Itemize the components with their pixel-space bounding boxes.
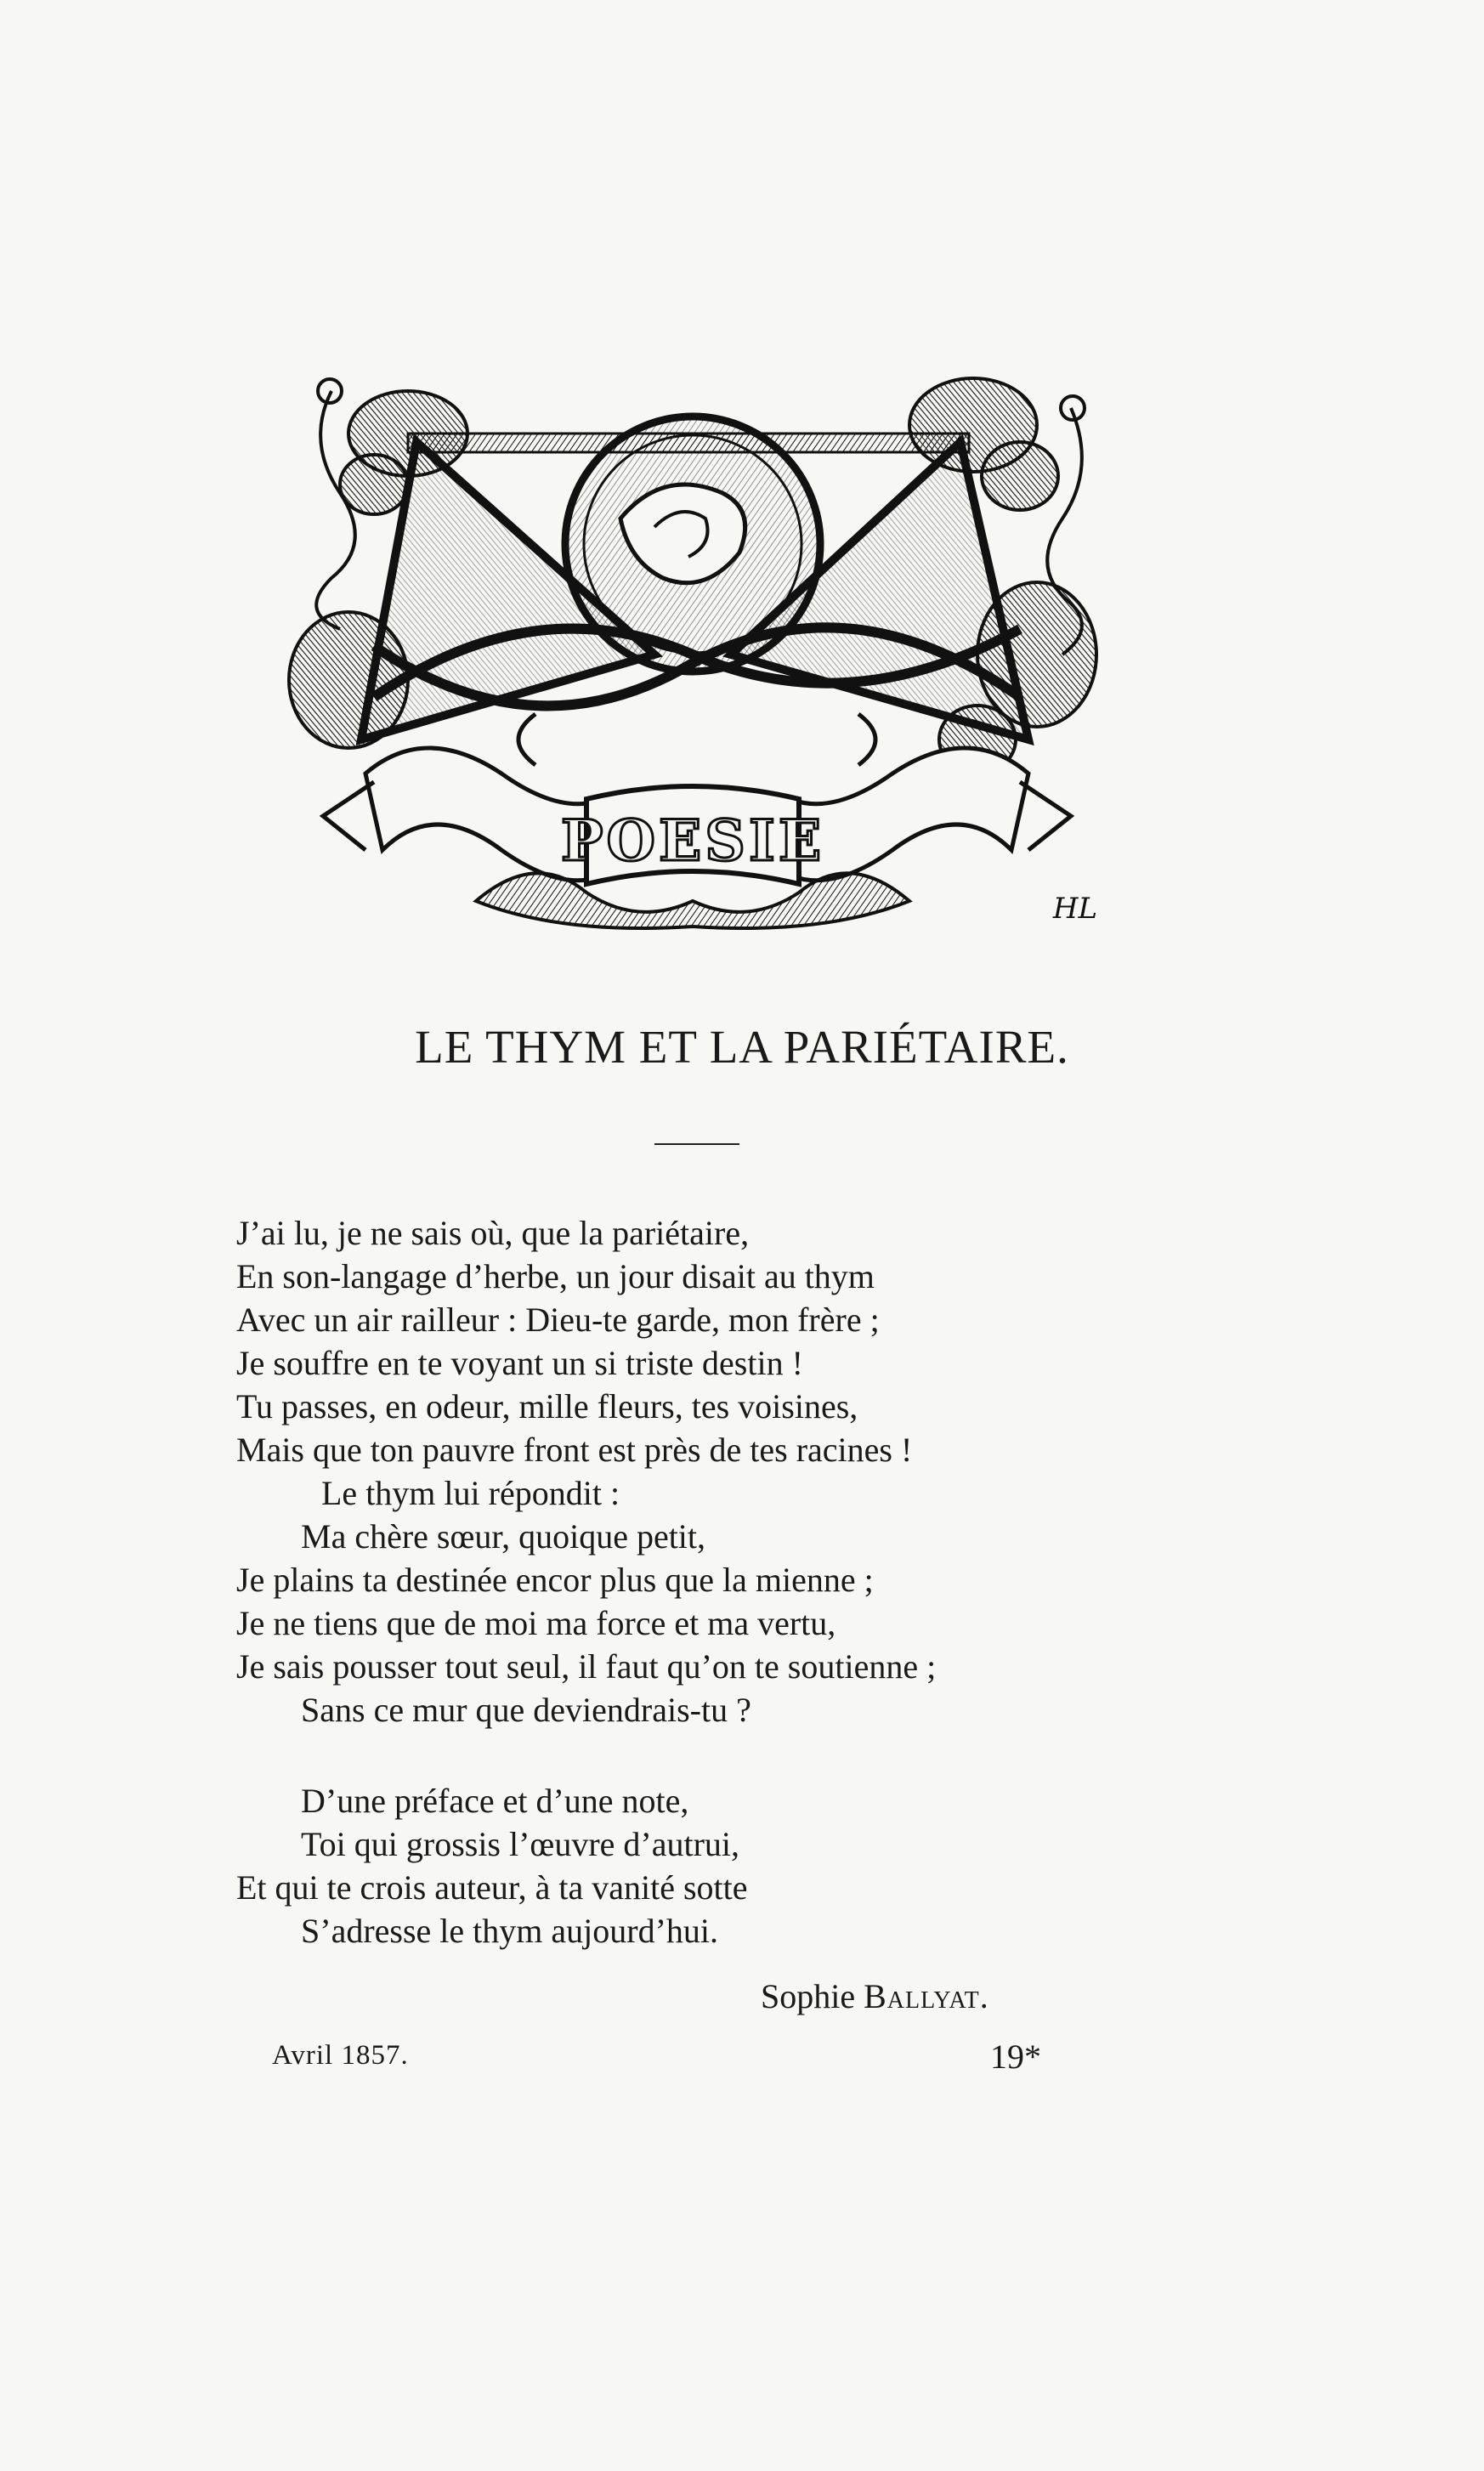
poem-line: Mais que ton pauvre front est près de tes racines !	[236, 1431, 913, 1469]
issue-date: Avril 1857.	[272, 2040, 409, 2071]
title-rule	[654, 1143, 739, 1145]
sheet-signature-mark: 19*	[990, 2037, 1041, 2076]
author-first-name: Sophie	[761, 1977, 856, 2015]
poem-line: Je sais pousser tout seul, il faut qu’on te soutienne ;	[236, 1647, 937, 1686]
author-last-name: Ballyat.	[864, 1977, 989, 2015]
stanza-break	[236, 1731, 1341, 1779]
poem-line: Le thym lui répondit :	[321, 1474, 620, 1512]
banner-text: POESIE	[560, 808, 825, 874]
poem-line: Je ne tiens que de moi ma force et ma vertu,	[236, 1604, 836, 1642]
poem-line: Tu passes, en odeur, mille fleurs, tes voisines,	[236, 1387, 858, 1425]
poem-line: Sans ce mur que deviendrais-tu ?	[301, 1691, 751, 1729]
poem-line: S’adresse le thym aujourd’hui.	[301, 1912, 718, 1950]
poem-line: Je plains ta destinée encor plus que la mienne ;	[236, 1561, 874, 1599]
poem-line: Avec un air railleur : Dieu-te garde, mon frère ;	[236, 1301, 880, 1339]
poesie-vignette-illustration	[280, 374, 1122, 952]
poem-line: Et qui te crois auteur, à ta vanité sotte	[236, 1868, 748, 1907]
engraver-monogram: HL	[1052, 892, 1098, 926]
poem-line: Toi qui grossis l’œuvre d’autrui,	[301, 1825, 740, 1863]
poem-line: Je souffre en te voyant un si triste destin !	[236, 1344, 803, 1382]
poem-body	[236, 1211, 1341, 1952]
poem-title: LE THYM ET LA PARIÉTAIRE.	[415, 1021, 1069, 1073]
author-signature	[761, 1976, 989, 2016]
poem-line: D’une préface et d’une note,	[301, 1782, 689, 1820]
poem-line: En son-langage d’herbe, un jour disait au thym	[236, 1257, 875, 1295]
poem-line: J’ai lu, je ne sais où, que la pariétaire,	[236, 1214, 750, 1252]
poem-line: Ma chère sœur, quoique petit,	[301, 1517, 706, 1556]
